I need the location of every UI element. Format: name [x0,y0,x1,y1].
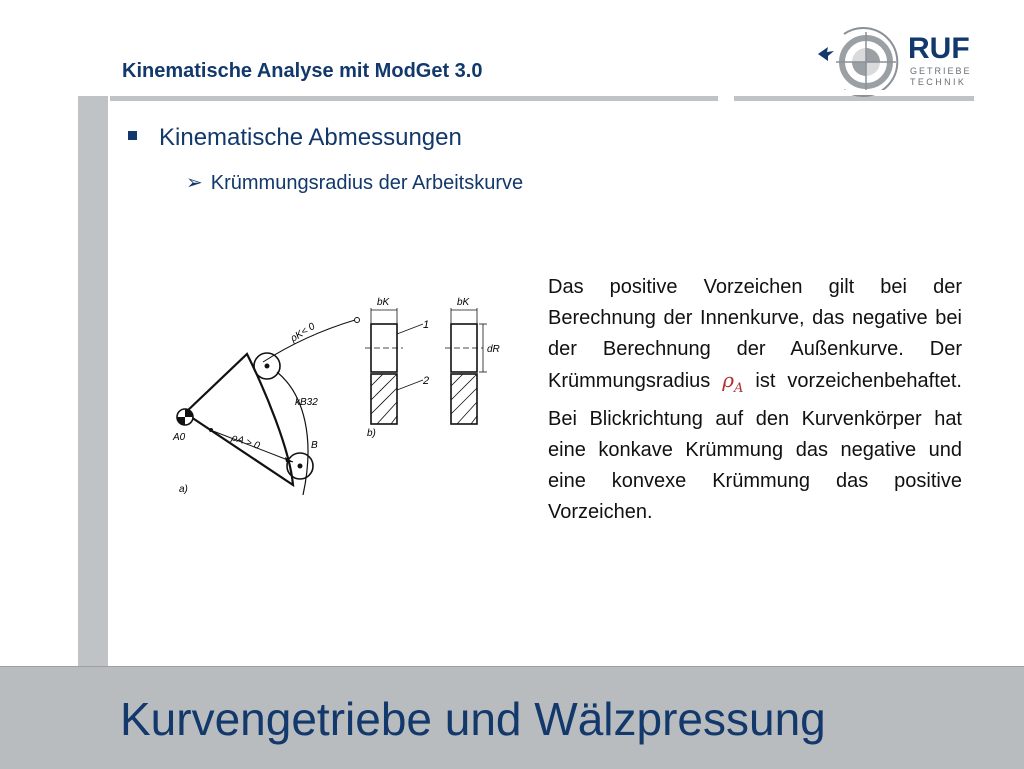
left-vertical-bar [78,96,108,666]
label-part-1: 1 [423,319,430,331]
label-bk-right: bK [457,297,470,308]
square-bullet-icon [128,131,137,140]
slide-header-title: Kinematische Analyse mit ModGet 3.0 [122,60,483,82]
label-a0: A0 [173,432,186,443]
header-rule-left [110,96,718,101]
arrow-bullet-icon: ➢ [186,172,203,194]
label-part-2: 2 [423,375,430,387]
label-a: a) [179,484,188,495]
rho-a-symbol: $\rho_A$ [722,368,744,396]
explanation-paragraph [548,272,962,528]
label-bk-left: bK [377,297,390,308]
label-dr: dR [487,344,500,355]
logo-brand-text: RUF [908,32,970,65]
logo-sub2-text: TECHNIK [910,77,967,87]
bullet-level2-text: Krümmungsradius der Arbeitskurve [210,172,524,194]
label-rho-a: ρA > 0 [230,432,262,452]
label-rho-k: ρK< 0 [288,321,318,345]
label-k: kB32 [295,397,318,408]
footer-title: Kurvengetriebe und Wälzpressung [120,693,826,745]
label-b-part: b) [367,428,376,439]
paragraph-part1: Das positive Vorzeichen gilt bei der Berechnung der Innenkurve, das negative bei der Berechnung der Außenkurve. Der Krümmungsradius [548,276,962,392]
ruf-logo [812,20,982,98]
bullet-level1-text: Kinematische Abmessungen [159,124,462,151]
logo-arrow-icon [818,47,834,61]
logo-sub1-text: GETRIEBE [910,66,972,76]
paragraph-part2: ist vorzeichenbehaftet. Bei Blickrichtung auf den Kurvenkörper hat eine konkave Krümmung das negative und eine konvexe Krümmung das positive Vorzeichen. [548,370,962,523]
bullet-level2 [186,170,523,195]
cam-diagram [165,290,510,505]
label-b: B [311,440,318,451]
bullet-level1 [128,124,462,152]
